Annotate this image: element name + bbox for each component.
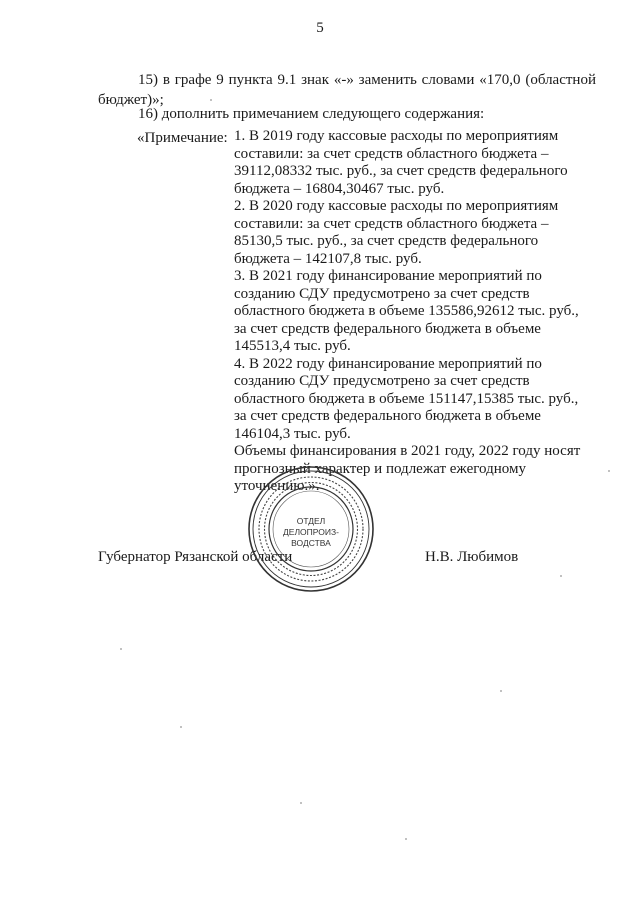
scan-speck [210, 99, 212, 101]
stamp-line: ВОДСТВА [291, 538, 331, 548]
note-line: созданию СДУ предусмотрено за счет средств [234, 285, 530, 302]
item-15-line-2: бюджет)»; [98, 92, 164, 108]
scan-speck [300, 802, 302, 804]
item-15-line-1: 15) в графе 9 пункта 9.1 знак «-» заменить словами «170,0 (областной [138, 72, 596, 88]
note-line: 85130,5 тыс. руб., за счет средств федерального [234, 233, 539, 249]
note-line: 3. В 2021 году финансирование мероприятий по [234, 268, 542, 284]
signatory-name: Н.В. Любимов [425, 549, 519, 565]
note-line: 145513,4 тыс. руб. [234, 338, 351, 354]
page-number: 5 [316, 20, 324, 36]
note-line: созданию СДУ предусмотрено за счет средств [234, 373, 530, 389]
note-line: 1. В 2019 году кассовые расходы по мероприятиям [234, 128, 559, 144]
note-line: Объемы финансирования в 2021 году, 2022 году носят [234, 443, 581, 459]
stamp-line: ОТДЕЛ [296, 516, 326, 526]
scan-speck [560, 575, 562, 577]
scan-speck [608, 470, 610, 472]
scan-speck [120, 648, 122, 650]
note-line: 39112,08332 тыс. руб., за счет средств федерального [234, 163, 568, 179]
note-line: за счет средств федерального бюджета в объеме [234, 320, 541, 337]
note-line: 4. В 2022 году финансирование мероприятий по [234, 355, 542, 372]
note-line: бюджета – 142107,8 тыс. руб. [234, 250, 422, 267]
note-body [234, 128, 604, 496]
scan-speck [500, 690, 502, 692]
note-line: 146104,3 тыс. руб. [234, 425, 351, 442]
stamp-center-text [276, 516, 346, 549]
note-line: составили: за счет средств областного бюджета – [234, 145, 549, 162]
scan-speck [405, 838, 407, 840]
note-line: за счет средств федерального бюджета в объеме [234, 408, 541, 424]
stamp-line: ДЕЛОПРОИЗ- [283, 527, 339, 537]
signatory-position: Губернатор Рязанской области [98, 549, 293, 565]
item-16: 16) дополнить примечанием следующего содержания: [138, 106, 485, 122]
note-line: составили: за счет средств областного бюджета – [234, 215, 549, 232]
note-label: «Примечание: [137, 130, 228, 146]
note-line: областного бюджета в объеме 135586,92612 тыс. руб., [234, 303, 579, 319]
office-stamp [246, 464, 376, 594]
note-line: уточнению.». [234, 478, 320, 494]
note-line: областного бюджета в объеме 151147,15385 тыс. руб., [234, 390, 579, 407]
note-line: прогнозный характер и подлежат ежегодному [234, 460, 526, 477]
note-line: 2. В 2020 году кассовые расходы по мероприятиям [234, 198, 559, 214]
scan-speck [180, 726, 182, 728]
note-line: бюджета – 16804,30467 тыс. руб. [234, 180, 445, 197]
